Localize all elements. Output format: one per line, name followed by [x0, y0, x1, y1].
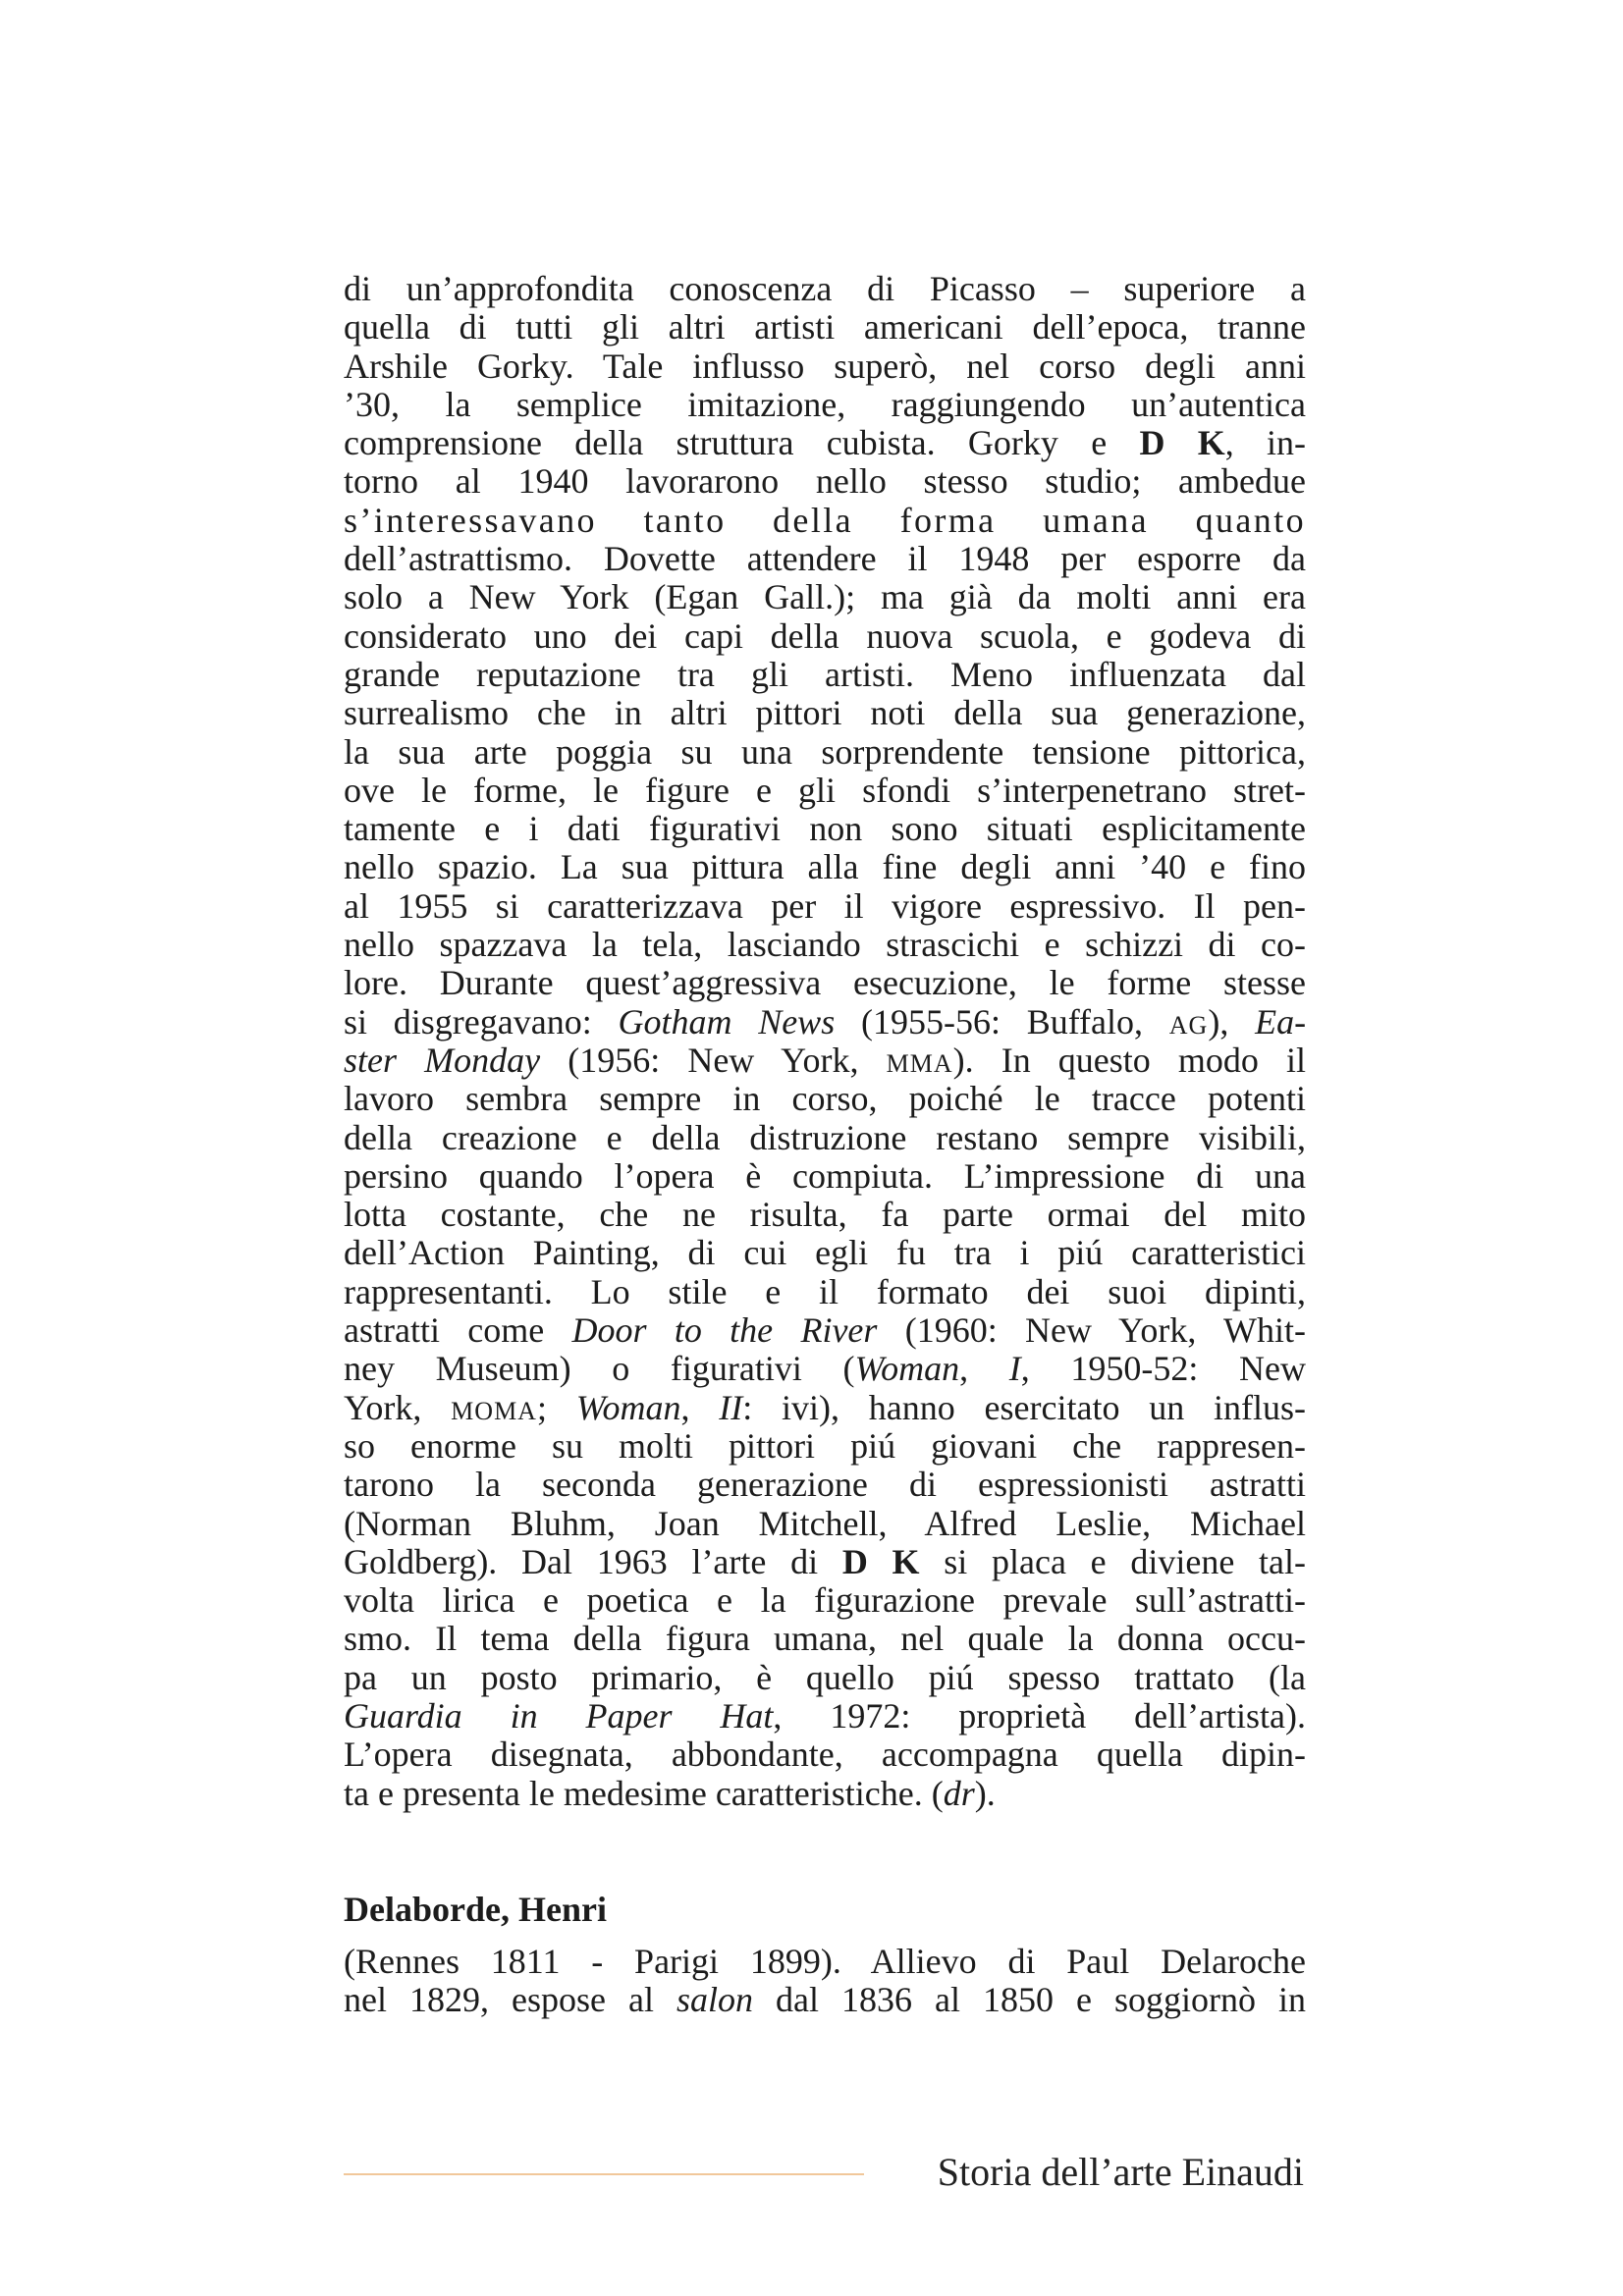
text-line: Guardia in Paper Hat, 1972: proprietà dell’artista).	[344, 1695, 1307, 1735]
text-line: si disgregavano: Gotham News (1955-56: Buffalo, AG), Ea-	[344, 1001, 1307, 1041]
text-line: tarono la seconda generazione di espressionisti astratti	[344, 1465, 1306, 1505]
text-line: ove le forme, le figure e gli sfondi s’interpenetrano stret-	[344, 770, 1306, 810]
text-line: torno al 1940 lavorarono nello stesso studio; ambedue	[344, 461, 1306, 502]
text-line: nello spazio. La sua pittura alla fine degli anni ’40 e fino	[344, 847, 1306, 887]
text-line: considerato uno dei capi della nuova scuola, e godeva di	[344, 615, 1306, 656]
text-line: surrealismo che in altri pittori noti della sua generazione,	[344, 693, 1306, 733]
museum-abbr: MOMA	[451, 1396, 537, 1425]
text-line: lavoro sembra sempre in corso, poiché le tracce potenti	[344, 1079, 1306, 1119]
text-line: dell’astrattismo. Dovette attendere il 1948 per esporre da	[344, 539, 1306, 579]
text-line: pa un posto primario, è quello piú spesso trattato (la	[344, 1657, 1306, 1697]
text-line: dell’Action Painting, di cui egli fu tra i piú caratteristici	[344, 1233, 1306, 1273]
text-line: volta lirica e poetica e la figurazione prevale sull’astratti-	[344, 1580, 1306, 1621]
artist-initials: D K	[841, 1541, 920, 1581]
text-line: solo a New York (Egan Gall.); ma già da molti anni era	[344, 577, 1306, 617]
text-line: tamente e i dati figurativi non sono situati esplicitamente	[344, 809, 1306, 849]
text-line: la sua arte poggia su una sorprendente tensione pittorica,	[344, 731, 1306, 772]
text-line: (Norman Bluhm, Joan Mitchell, Alfred Leslie, Michael	[344, 1503, 1306, 1543]
text-line: grande reputazione tra gli artisti. Meno influenzata dal	[344, 654, 1306, 694]
text-line: al 1955 si caratterizzava per il vigore espressivo. Il pen-	[344, 885, 1306, 926]
text-line: di un’approfondita conoscenza di Picasso – superiore a	[344, 269, 1306, 308]
footer-rule	[344, 2173, 864, 2175]
text-line: so enorme su molti pittori piú giovani che rappresen-	[344, 1425, 1306, 1466]
artist-initials: D K	[1139, 423, 1225, 463]
artwork-title: Gotham News	[618, 1001, 836, 1041]
artwork-title: Woman	[854, 1349, 960, 1389]
article-body	[344, 270, 1306, 1813]
text-line: York, MOMA; Woman, II: ivi), hanno esercitato un influs-	[344, 1387, 1306, 1427]
museum-abbr: MMA	[886, 1048, 953, 1078]
text-line: astratti come Door to the River (1960: New York, Whit-	[344, 1310, 1307, 1351]
text-line: L’opera disegnata, abbondante, accompagna quella dipin-	[344, 1735, 1306, 1775]
text-line: lotta costante, che ne risulta, fa parte ormai del mito	[344, 1195, 1306, 1235]
text-line: rappresentanti. Lo stile e il formato dei suoi dipinti,	[344, 1271, 1306, 1311]
artwork-title: Guardia in Paper Hat	[344, 1695, 774, 1735]
museum-abbr: AG	[1168, 1010, 1209, 1040]
text-line: quella di tutti gli altri artisti americani dell’epoca, tranne	[344, 307, 1306, 347]
text-line: ’30, la semplice imitazione, raggiungendo un’autentica	[344, 384, 1306, 424]
artwork-title: Door to the River	[571, 1310, 878, 1351]
text-line: ta e presenta le medesime caratteristiche. (dr).	[344, 1773, 996, 1813]
artwork-title: ster Monday	[344, 1040, 541, 1080]
text-line: ney Museum) o figurativi (Woman, I, 1950-52: New	[344, 1349, 1307, 1389]
artwork-title: Ea-	[1255, 1001, 1307, 1041]
text-line: ster Monday (1956: New York, MMA). In questo modo il	[344, 1040, 1307, 1080]
text-line: lore. Durante quest’aggressiva esecuzione, le forme stesse	[344, 963, 1306, 1003]
text-line: nello spazzava la tela, lasciando strascichi e schizzi di co-	[344, 925, 1306, 965]
artwork-title: Woman	[575, 1387, 681, 1427]
text-line: Arshile Gorky. Tale influsso superò, nel corso degli anni	[344, 346, 1306, 386]
text-line: smo. Il tema della figura umana, nel quale la donna occu-	[344, 1619, 1306, 1659]
author-initials: dr	[943, 1773, 975, 1813]
text-line: Goldberg). Dal 1963 l’arte di D K si placa e diviene tal-	[344, 1541, 1306, 1581]
text-line: persino quando l’opera è compiuta. L’impressione di una	[344, 1155, 1306, 1196]
text-line: (Rennes 1811 - Parigi 1899). Allievo di Paul Delaroche	[344, 1942, 1306, 1981]
text-line: s’interessavano tanto della forma umana quanto	[344, 500, 1306, 540]
entry-heading: Delaborde, Henri	[344, 1890, 607, 1929]
text-line: comprensione della struttura cubista. Gorky e D K, in-	[344, 423, 1306, 463]
text-line: nel 1829, espose al salon dal 1836 al 1850 e soggiornò in	[344, 1980, 1307, 2020]
text-line: della creazione e della distruzione restano sempre visibili,	[344, 1117, 1306, 1157]
entry-body	[344, 1943, 1306, 2020]
footer-title: Storia dell’arte Einaudi	[937, 2150, 1304, 2194]
